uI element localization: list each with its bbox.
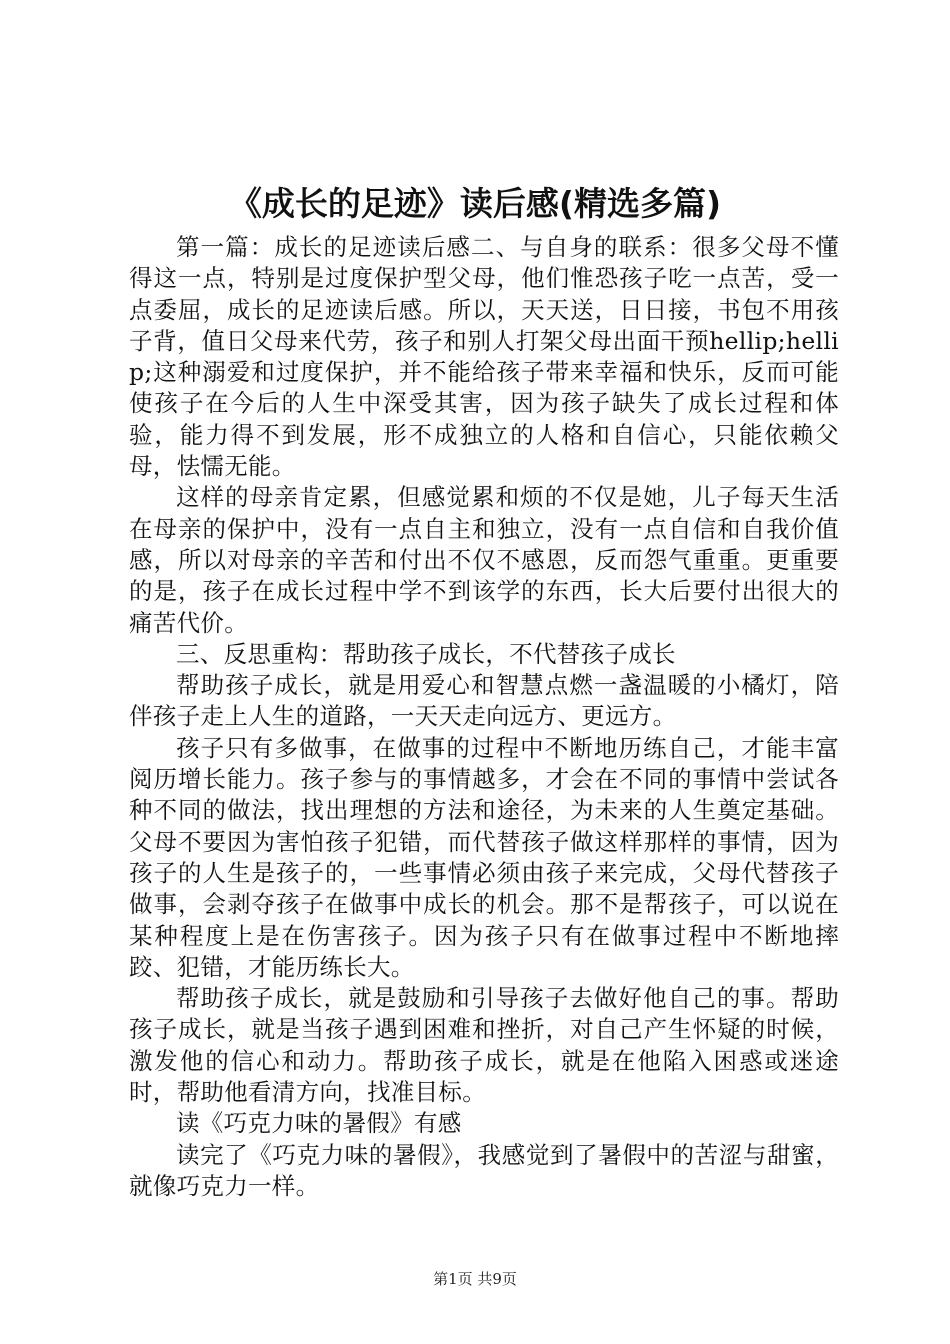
paragraph-3: 帮助孩子成长，就是用爱心和智慧点燃一盏温暖的小橘灯，陪伴孩子走上人生的道路，一天天走向远方、更远方。 [129,671,839,731]
page-number: 第1页 共9页 [433,1270,517,1288]
section-heading-reflection: 三、反思重构：帮助孩子成长，不代替孩子成长 [176,639,676,668]
document-body [129,232,839,1202]
paragraph-6: 读完了《巧克力味的暑假》，我感觉到了暑假中的苦涩与甜蜜，就像巧克力一样。 [129,1140,839,1200]
paragraph-5: 帮助孩子成长，就是鼓励和引导孩子去做好他自己的事。帮助孩子成长，就是当孩子遇到困难和挫折，对自己产生怀疑的时候，激发他的信心和动力。帮助孩子成长，就是在他陷入困惑或迷途时，帮助他看清方向，找准目标。 [129,984,839,1107]
document-title: 《成长的足迹》读后感(精选多篇) [228,184,722,223]
section-heading-chocolate: 读《巧克力味的暑假》有感 [176,1109,462,1138]
paragraph-1: 第一篇：成长的足迹读后感二、与自身的联系：很多父母不懂得这一点，特别是过度保护型父母，他们惟恐孩子吃一点苦，受一点委屈，成长的足迹读后感。所以，天天送，日日接，书包不用孩子背，值日父母来代劳，孩子和别人打架父母出面干预hellip;hellip;这种溺爱和过度保护，并不能给孩子带来幸福和快乐，反而可能使孩子在今后的人生中深受其害，因为孩子缺失了成长过程和体验，能力得不到发展，形不成独立的人格和自信心，只能依赖父母，怯懦无能。 [129,233,839,481]
paragraph-2: 这样的母亲肯定累，但感觉累和烦的不仅是她，儿子每天生活在母亲的保护中，没有一点自主和独立，没有一点自信和自我价值感，所以对母亲的辛苦和付出不仅不感恩，反而怨气重重。更重要的是，孩子在成长过程中学不到该学的东西，长大后要付出很大的痛苦代价。 [129,483,839,637]
paragraph-4: 孩子只有多做事，在做事的过程中不断地历练自己，才能丰富阅历增长能力。孩子参与的事情越多，才会在不同的事情中尝试各种不同的做法，找出理想的方法和途径，为未来的人生奠定基础。父母不要因为害怕孩子犯错，而代替孩子做这样那样的事情，因为孩子的人生是孩子的，一些事情必须由孩子来完成，父母代替孩子做事，会剥夺孩子在做事中成长的机会。那不是帮孩子，可以说在某种程度上是在伤害孩子。因为孩子只有在做事过程中不断地摔跤、犯错，才能历练长大。 [129,733,839,981]
